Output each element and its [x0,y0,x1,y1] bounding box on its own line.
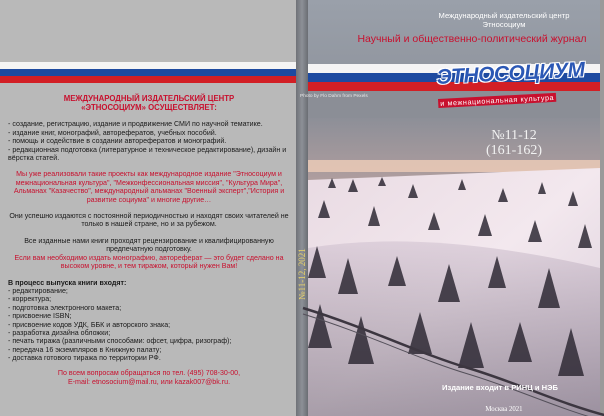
flag-stripe-red [0,76,296,83]
process-heading: В процесс выпуска книги входят: [8,278,127,287]
spine [296,0,308,416]
list-item: - издание книг, монографий, авторефератов, учебных пособий. [8,128,217,137]
city-year: Москва 2021 [485,406,523,413]
list-item: - печать тиража (различными способами: офсет, цифра, ризограф); [8,337,232,346]
offer-paragraph: Если вам необходимо издать монографию, автореферат — это будет сделано на высоком уровне, и тем тиражом, который нужен Вам! [14,253,284,271]
list-item: - создание, регистрацию, издание и продвижение СМИ по научной тематике. [8,120,263,129]
list-item: - передача 16 экземпляров в Книжную палату; [8,345,162,354]
winter-landscape-image [308,118,600,416]
journal-logo-title: ЭТНОСОЦИУМ [436,58,586,89]
indexing-note: Издание входит в РИНЦ и НЭБ [442,383,558,392]
list-item: - подготовка электронного макета; [8,303,122,312]
flag-stripes [0,62,296,84]
spine-issue-text: №11-12, 2021 [297,248,307,300]
periodicity-paragraph: Они успешно издаются с постоянной периодичностью и находят своих читателей не только в нашей стране, но и за рубежом. [9,212,289,229]
contact-email: E-mail: etnosocium@mail.ru, или kazak007@bk.ru. [67,377,231,386]
back-cover [0,0,296,416]
list-item: - присвоение кодов УДК, ББК и авторского знака; [8,320,171,329]
journal-subtitle: Научный и общественно-политический журнал [357,33,587,45]
photo-credit: Photo by Flo Dahm from Pexels [300,94,368,99]
flag-stripe-white [0,62,296,69]
list-item: - помощь и содействие в создании авторефератов и монографий. [8,137,227,146]
list-item: - разработка дизайна обложки; [8,328,111,337]
projects-paragraph: Мы уже реализовали такие проекты как международное издание "Этносоциум и межнациональная культура", "Межконфессиональная миссия", "Культура Мира", Альманах "Казачество", международный альманах "Военный эксперт","История и развитие социума" и многие другие… [13,170,285,204]
contact-phone: По всем вопросам обращаться по тел. (495) 708-30-00, [57,369,241,377]
back-cover-text [8,94,290,363]
services-list [8,120,290,162]
contact-info [8,369,290,386]
review-paragraph: Все изданные нами книги проходят рецензирование и квалифицированную предпечатную подготовку. [24,236,274,254]
process-list [8,287,290,363]
publisher-name: Международный издательский центр Этносоциум [438,11,570,29]
list-item: - редактирование; [8,286,68,295]
flag-stripe-blue [0,69,296,76]
list-item: - редакционная подготовка (литературное и техническое редактирование), дизайн и вёрстка статей. [8,145,287,163]
issue-number: №11-12 (161-162) [486,128,542,158]
list-item: - присвоение ISBN; [8,312,72,321]
publisher-heading: МЕЖДУНАРОДНЫЙ ИЗДАТЕЛЬСКИЙ ЦЕНТР «ЭТНОСОЦИУМ» ОСУЩЕСТВЛЯЕТ: [63,94,235,113]
list-item: - корректура; [8,295,52,304]
list-item: - доставка готового тиража по территории РФ. [8,354,161,363]
journal-logo-subtitle: и межнациональная культура [439,92,555,108]
